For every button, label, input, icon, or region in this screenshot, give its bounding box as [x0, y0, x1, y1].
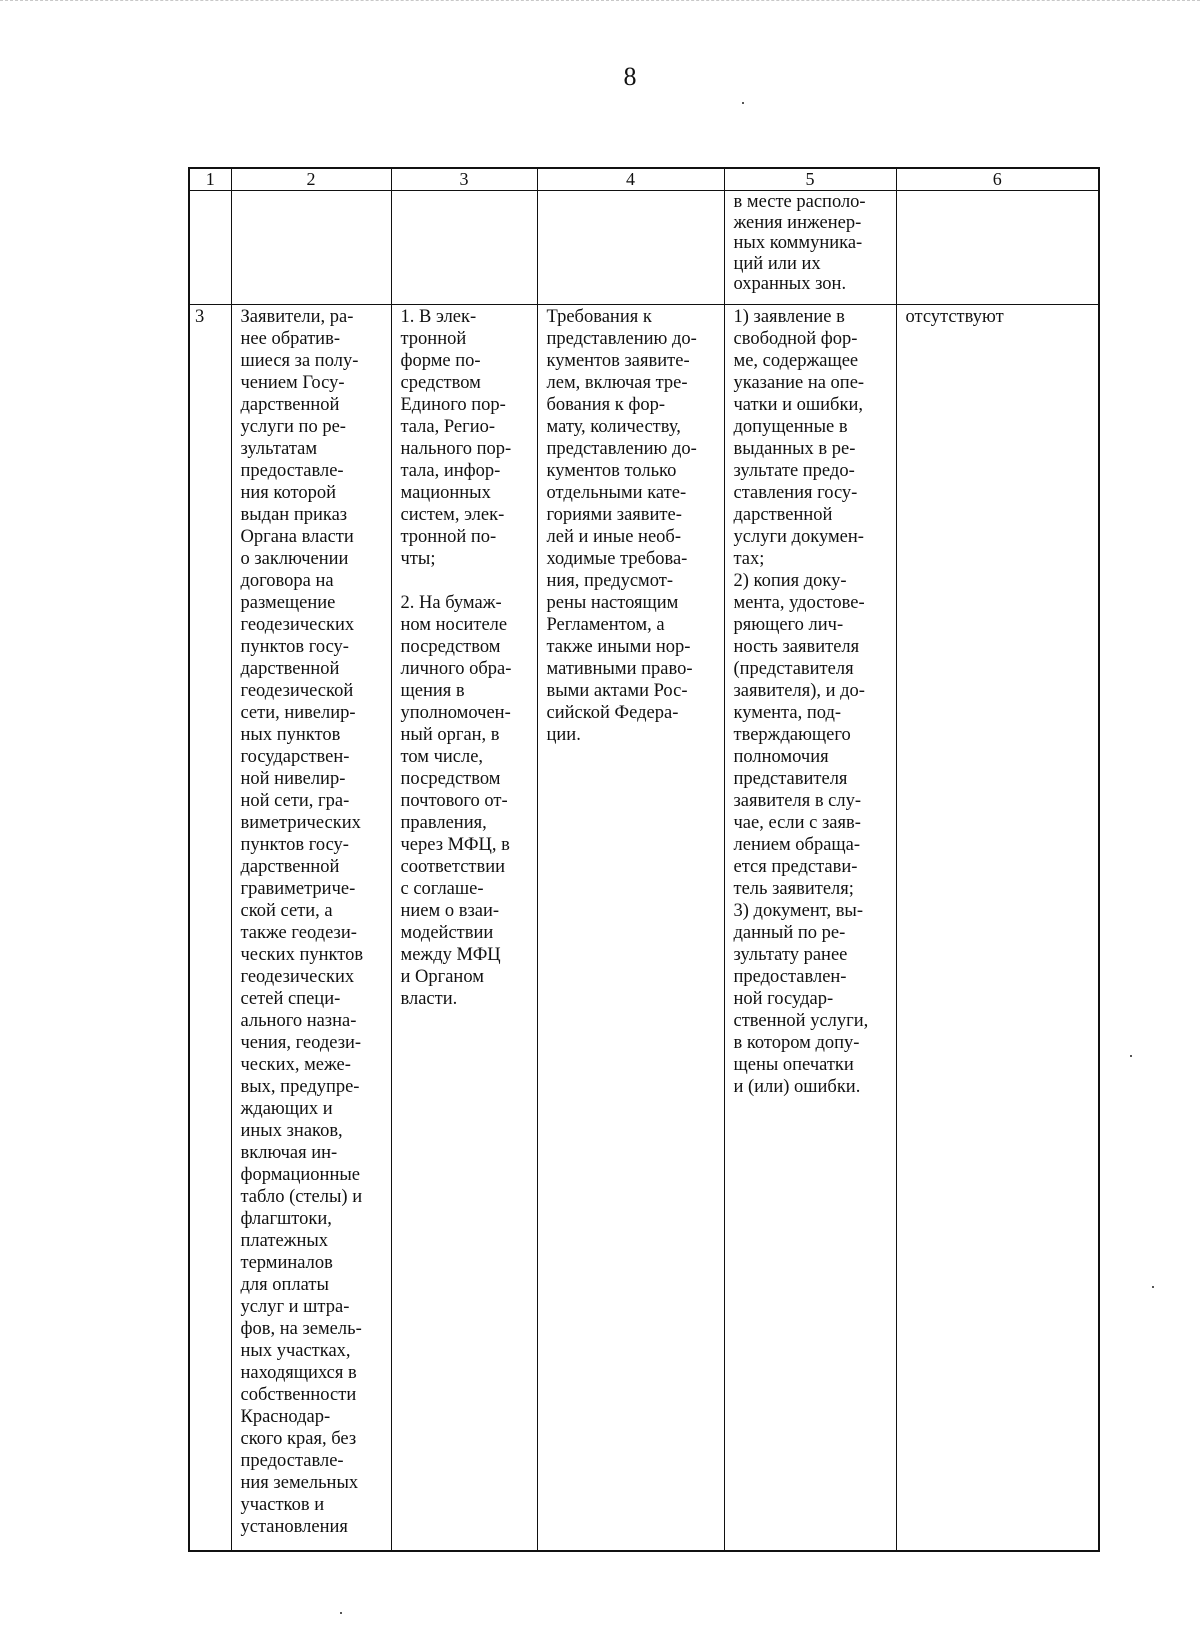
scan-speck — [1152, 1286, 1154, 1288]
column-number-row — [189, 168, 1099, 191]
row-number: 3 — [195, 307, 205, 327]
column-header-3: 3 — [391, 168, 537, 191]
requirements-table — [188, 167, 1100, 1552]
requirements-text: Требования к представлению до- кументов заявите- лем, включая тре- бования к фор- мату, количеству, представлению до- кументов только отдельными кате- гориями заявите- лей и иные необ- ходимые требова- ния, предусмот- рены настоящим Регламентом, а также иными нор- мативными право- выми актами Рос- сийской Федера- ции. — [546, 307, 697, 745]
cont-documents-text: в месте располо- жения инженер- ных коммуника- ций или их охранных зон. — [733, 192, 866, 295]
scan-speck — [742, 102, 744, 104]
submission-method-cell — [391, 305, 537, 1552]
column-header-1: 1 — [189, 168, 231, 191]
cont-cell-6 — [896, 191, 1099, 305]
cont-cell-2 — [231, 191, 391, 305]
column-header-5: 5 — [724, 168, 896, 191]
scan-edge-artifact — [0, 0, 1200, 4]
scan-speck — [1130, 1055, 1132, 1057]
column-header-2: 2 — [231, 168, 391, 191]
requirements-cell — [537, 305, 724, 1552]
notes-cell — [896, 305, 1099, 1552]
table-row — [189, 305, 1099, 1552]
documents-text: 1) заявление в свободной фор- ме, содержащее указание на опе- чатки и ошибки, допущенные в выданных в ре- зультате предо- ставления госу- дарственной услуги докумен- тах; 2) копия доку- мента, удостове- ряющего лич- ность заявителя (представителя заявителя), и до- кумента, под- тверждающего полномочия представителя заявителя в слу- чае, если с заяв- лением обраща- ется представи- тель заявителя; 3) документ, вы- данный по ре- зультату ранее предоставлен- ной государ- ственной услуги, в котором допу- щены опечатки и (или) ошибки. — [733, 307, 869, 1097]
applicants-text: Заявители, ра- нее обратив- шиеся за полу- чением Госу- дарственной услуги по ре- зультатам предоставле- ния которой выдан приказ Органа власти о заключении договора на размещение геодезических пунктов госу- дарственной геодезической сети, нивелир- ных пунктов государствен- ной нивелир- ной сети, гра- виметрических пунктов госу- дарственной гравиметриче- ской сети, а также геодези- ческих пунктов геодезических сетей специ- ального назна- чения, геодези- ческих, меже- вых, предупре- ждающих и иных знаков, включая ин- формационные табло (стелы) и флагштоки, платежных терминалов для оплаты услуг и штра- фов, на земель- ных участках, находящихся в собственности Краснодар- ского края, без предоставле- ния земельных участков и установления — [240, 307, 364, 1537]
row-number-cell — [189, 305, 231, 1552]
cont-cell-4 — [537, 191, 724, 305]
submission-method-text: 1. В элек- тронной форме по- средством Единого пор- тала, Регио- нального пор- тала, инфор- мационных систем, элек- тронной по- чты; 2. На бумаж- ном носителе посредством личного обра- щения в уполномочен- ный орган, в том числе, посредством почтового от- правления, через МФЦ, в соответствии с соглаше- нием о взаи- модействии между МФЦ и Органом власти. — [400, 307, 512, 1009]
notes-text: отсутствуют — [905, 307, 1004, 327]
column-header-4: 4 — [537, 168, 724, 191]
cont-cell-1 — [189, 191, 231, 305]
column-header-6: 6 — [896, 168, 1099, 191]
continuation-row — [189, 191, 1099, 305]
scan-speck — [340, 1612, 342, 1614]
page-number: 8 — [623, 62, 637, 91]
applicants-cell — [231, 305, 391, 1552]
documents-cell — [724, 305, 896, 1552]
cont-cell-5 — [724, 191, 896, 305]
cont-cell-3 — [391, 191, 537, 305]
